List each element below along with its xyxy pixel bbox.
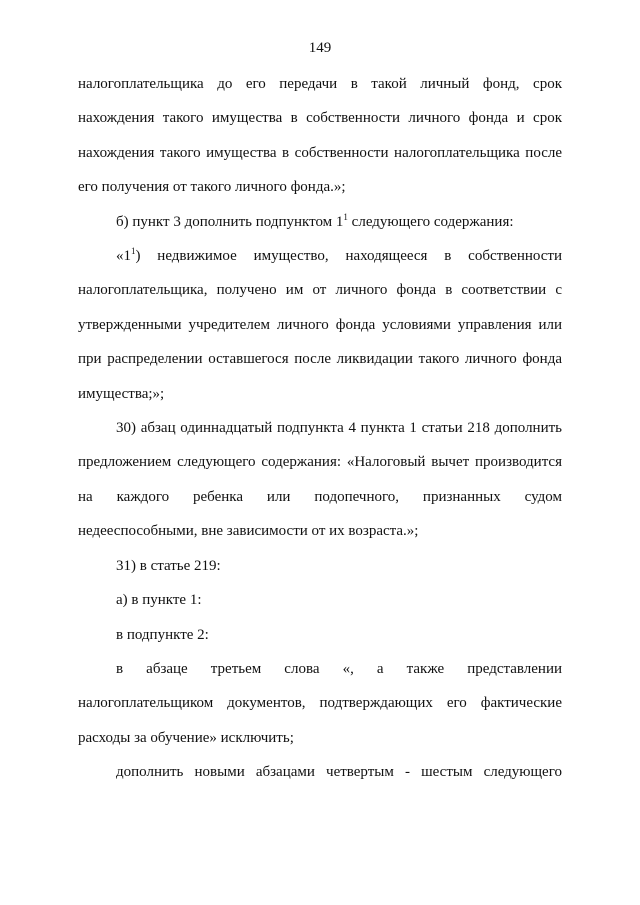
superscript: 1 (131, 246, 136, 257)
paragraph-subitem-1-1 (78, 239, 562, 411)
paragraph-add-abzacy: дополнить новыми абзацами четвертым - шестым следующего (116, 764, 562, 781)
paragraph-item-30: 30) абзац одиннадцатый подпункта 4 пункта 1 статьи 218 дополнить предложением следующего содержания: «Налоговый вычет производится на каждого ребенка или подопечного, признанных судом недееспособными, вне зависимости от их возраста.»; (78, 420, 562, 540)
paragraph-text: б) пункт 3 дополнить подпунктом 1 (116, 213, 344, 230)
paragraph-item-31: 31) в статье 219: (116, 557, 221, 574)
paragraph-text: «1 (116, 248, 131, 265)
paragraph-abzac-third: в абзаце третьем слова «, а также представлении налогоплательщиком документов, подтверждающих его фактические расходы за обучение» исключить; (78, 660, 562, 746)
paragraph-subitem-a: а) в пункте 1: (116, 592, 202, 609)
paragraph-text: следующего содержания: (347, 213, 514, 230)
document-body (78, 67, 562, 790)
paragraph-text: ) недвижимое имущество, находящееся в собственности налогоплательщика, получено им от личного фонда в соответствии с утвержденными учредителем личного фонда условиями управления или при распределении оставшегося после ликвидации такого личного фонда имущества;»; (78, 248, 562, 402)
paragraph-subpoint-2: в подпункте 2: (116, 626, 209, 643)
superscript: 1 (343, 211, 348, 222)
page-number: 149 (308, 40, 332, 56)
paragraph-continuation: налогоплательщика до его передачи в такой личный фонд, срок нахождения такого имущества в собственности личного фонда и срок нахождения такого имущества в собственности налогоплательщика после его получения от такого личного фонда.»; (78, 76, 562, 196)
paragraph-subitem-b (78, 205, 562, 239)
